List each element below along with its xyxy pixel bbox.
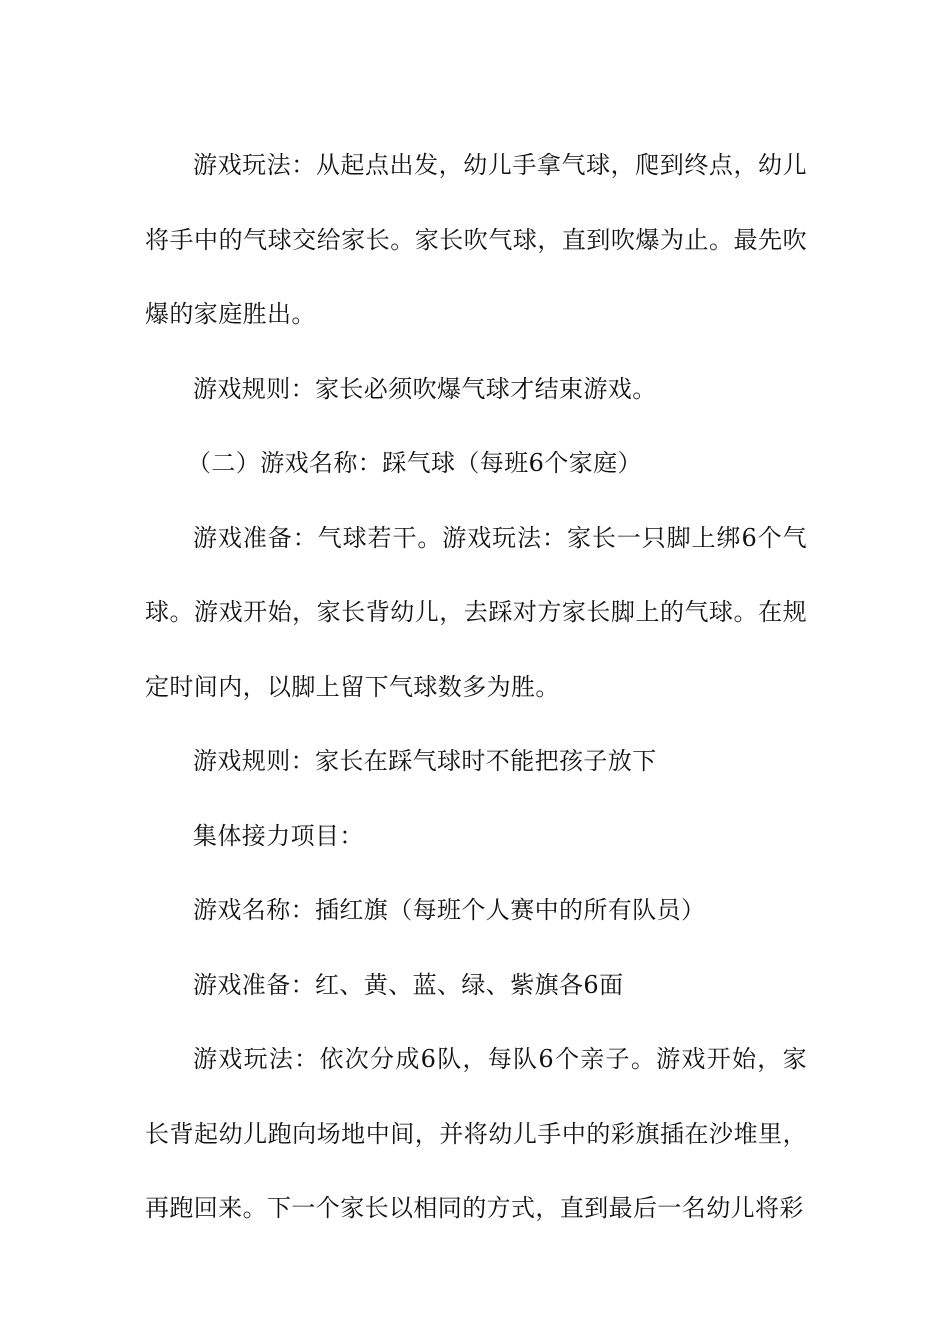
paragraph-balloon-gameplay: 游戏玩法：从起点出发，幼儿手拿气球，爬到终点，幼儿将手中的气球交给家长。家长吹气球，直到吹爆为止。最先吹爆的家庭胜出。 [145,151,807,328]
section-heading-stomp-balloon: （二）游戏名称：踩气球（每班6个家庭） [187,449,642,477]
paragraph-flag-preparation: 游戏准备：红、黄、蓝、绿、紫旗各6面 [193,970,624,999]
document-body [145,128,807,1246]
paragraph-relay-heading: 集体接力项目： [193,821,364,850]
paragraph-stomp-preparation: 游戏准备：气球若干。游戏玩法：家长一只脚上绑6个气球。游戏开始，家长背幼儿，去踩对方家长脚上的气球。在规定时间内，以脚上留下气球数多为胜。 [145,523,807,701]
paragraph-flag-gameplay: 游戏玩法：依次分成6队，每队6个亲子。游戏开始，家长背起幼儿跑向场地中间，并将幼儿手中的彩旗插在沙堆里，再跑回来。下一个家长以相同的方式，直到最后一名幼儿将彩 [145,1045,807,1222]
paragraph-stomp-rules: 游戏规则：家长在踩气球时不能把孩子放下 [193,747,657,775]
paragraph-balloon-rules: 游戏规则：家长必须吹爆气球才结束游戏。 [193,374,657,403]
paragraph-flag-game-name: 游戏名称：插红旗（每班个人赛中的所有队员） [193,896,706,924]
